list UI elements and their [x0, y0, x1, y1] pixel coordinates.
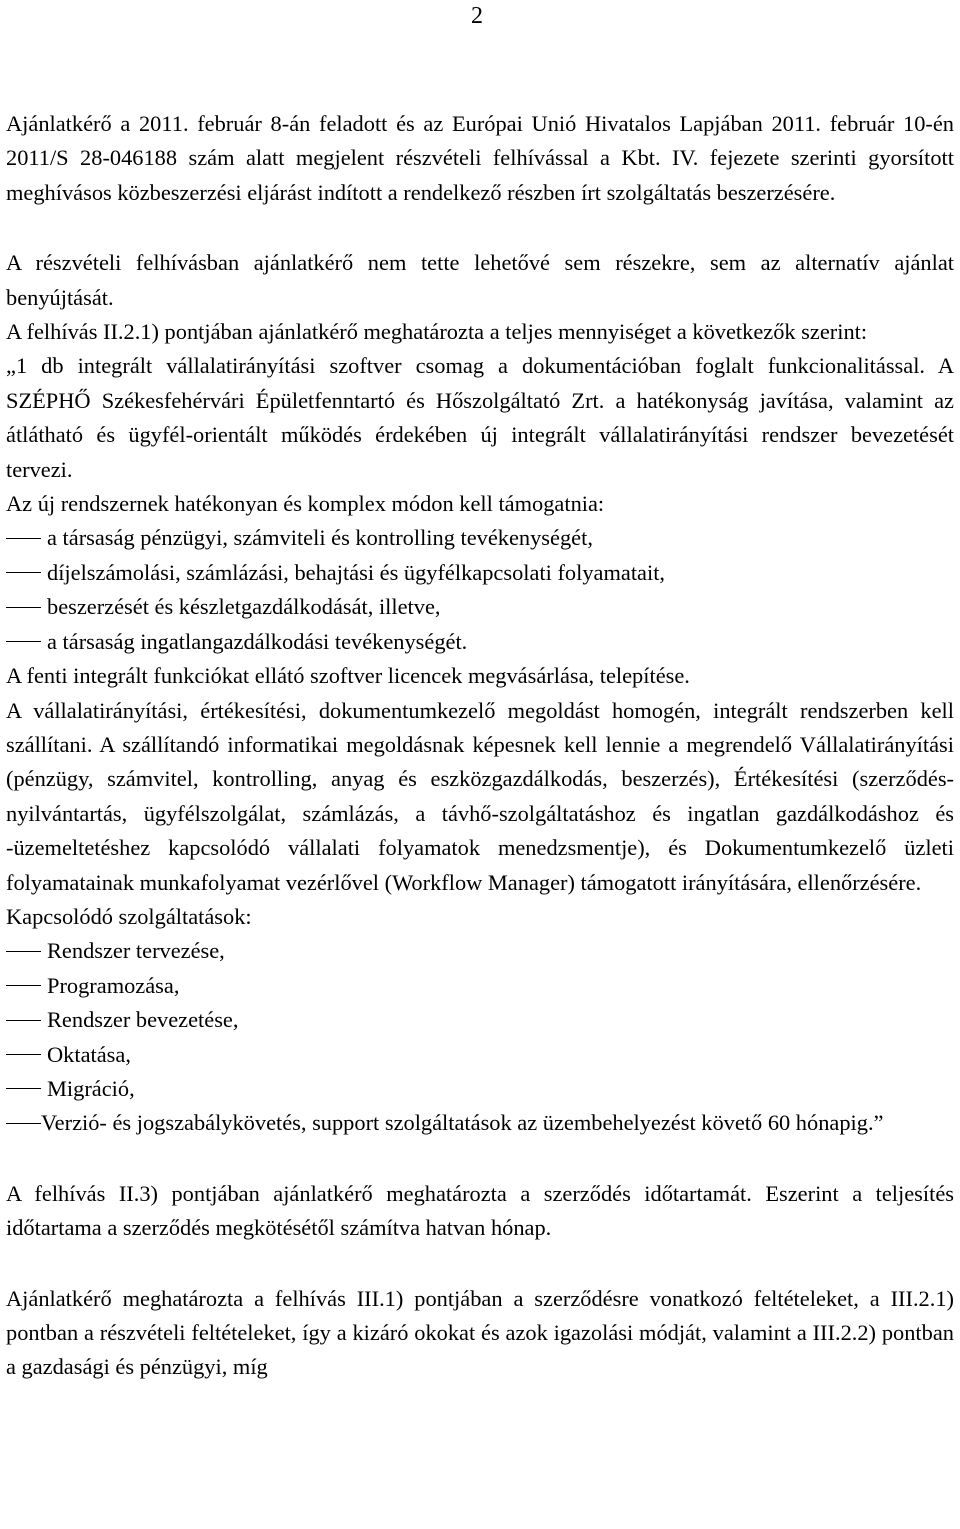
- list-item: a társaság pénzügyi, számviteli és kontrolling tevékenységét,: [6, 521, 954, 555]
- services-list: [6, 934, 954, 1140]
- paragraph-licences: A fenti integrált funkciókat ellátó szoftver licencek megvásárlása, telepítése.: [6, 663, 690, 689]
- dash-icon: [6, 1054, 41, 1055]
- paragraph-solution: A vállalatirányítási, értékesítési, dokumentumkezelő megoldást homogén, integrált rendszerben kell szállítani. A szállítandó informatikai megoldásnak képesnek kell lennie a megrendelő Vállalatirányítási (pénzügy, számvitel, kontrolling, anyag és eszközgazdálkodás, beszerzés), Értékesítési (szerződés-nyilvántartás, ügyfélszolgálat, számlázás, a távhő-szolgáltatáshoz és ingatlan gazdálkodáshoz és -üzemeltetéshez kapcsolódó vállalati folyamatok menedzsmentje), és Dokumentumkezelő üzleti folyamatainak munkafolyamat vezérlővel (Workflow Manager) támogatott irányítására, ellenőrzésére.: [6, 697, 954, 895]
- paragraph-duration: A felhívás II.3) pontjában ajánlatkérő meghatározta a szerződés időtartamát. Eszerint a teljesítés időtartama a szerződés megkötésétől számítva hatvan hónap.: [6, 1180, 954, 1241]
- list-item: Programozása,: [6, 969, 954, 1003]
- list-item: Rendszer bevezetése,: [6, 1003, 954, 1037]
- paragraph-gap: [6, 1141, 954, 1177]
- list-item: díjelszámolási, számlázási, behajtási és ügyfélkapcsolati folyamatait,: [6, 556, 954, 590]
- paragraph-quantity: A felhívás II.2.1) pontjában ajánlatkérő meghatározta a teljes mennyiséget a következők szerint:: [6, 319, 868, 345]
- list-item: a társaság ingatlangazdálkodási tevékenységét.: [6, 625, 954, 659]
- list-item: Migráció,: [6, 1072, 954, 1106]
- paragraph-intro: Ajánlatkérő a 2011. február 8-án feladott és az Európai Unió Hivatalos Lapjában 2011. február 10-én 2011/S 28-046188 szám alatt megjelent részvételi felhívással a Kbt. IV. fejezete szerinti gyorsított meghívásos közbeszerzési eljárást indított a rendelkező részben írt szolgáltatás beszerzésére.: [6, 111, 954, 205]
- paragraph-gap: [6, 210, 954, 246]
- dash-icon: [6, 607, 41, 608]
- dash-icon: [6, 1123, 41, 1124]
- dash-icon: [6, 1020, 41, 1021]
- list-item: Rendszer tervezése,: [6, 934, 954, 968]
- dash-icon: [6, 538, 41, 539]
- paragraph-no-parts: A részvételi felhívásban ajánlatkérő nem tette lehetővé sem részekre, sem az alternatív ajánlat benyújtását.: [6, 250, 954, 310]
- dash-icon: [6, 572, 41, 573]
- paragraph-support-intro: Az új rendszernek hatékonyan és komplex módon kell támogatnia:: [6, 491, 605, 517]
- paragraph-quantity-quote: „1 db integrált vállalatirányítási szoftver csomag a dokumentációban foglalt funkcionalitással. A SZÉPHŐ Székesfehérvári Épületfenntartó és Hőszolgáltató Zrt. a hatékonyság javítása, valamint az átlátható és ügyfél-orientált működés érdekében új integrált vállalatirányítási rendszer bevezetését tervezi.: [6, 353, 954, 482]
- paragraph-gap: [6, 1246, 954, 1282]
- paragraph-conditions: Ajánlatkérő meghatározta a felhívás III.1) pontjában a szerződésre vonatkozó feltételeket, a III.2.1) pontban a részvételi feltételeket, így a kizáró okokat és azok igazolási módját, valamint a III.2.2) pontban a gazdasági és pénzügyi, míg: [6, 1285, 954, 1380]
- dash-icon: [6, 1088, 41, 1089]
- dash-icon: [6, 985, 41, 986]
- list-item: Oktatása,: [6, 1038, 954, 1072]
- support-list: [6, 521, 954, 659]
- dash-icon: [6, 641, 41, 642]
- list-item-last: Verzió- és jogszabálykövetés, support szolgáltatások az üzembehelyezést követő 60 hónapig.”: [6, 1106, 954, 1140]
- list-item: beszerzését és készletgazdálkodását, illetve,: [6, 590, 954, 624]
- dash-icon: [6, 951, 41, 952]
- document-body: [6, 107, 954, 1385]
- page-number: 2: [471, 3, 483, 29]
- paragraph-services-intro: Kapcsolódó szolgáltatások:: [6, 903, 252, 929]
